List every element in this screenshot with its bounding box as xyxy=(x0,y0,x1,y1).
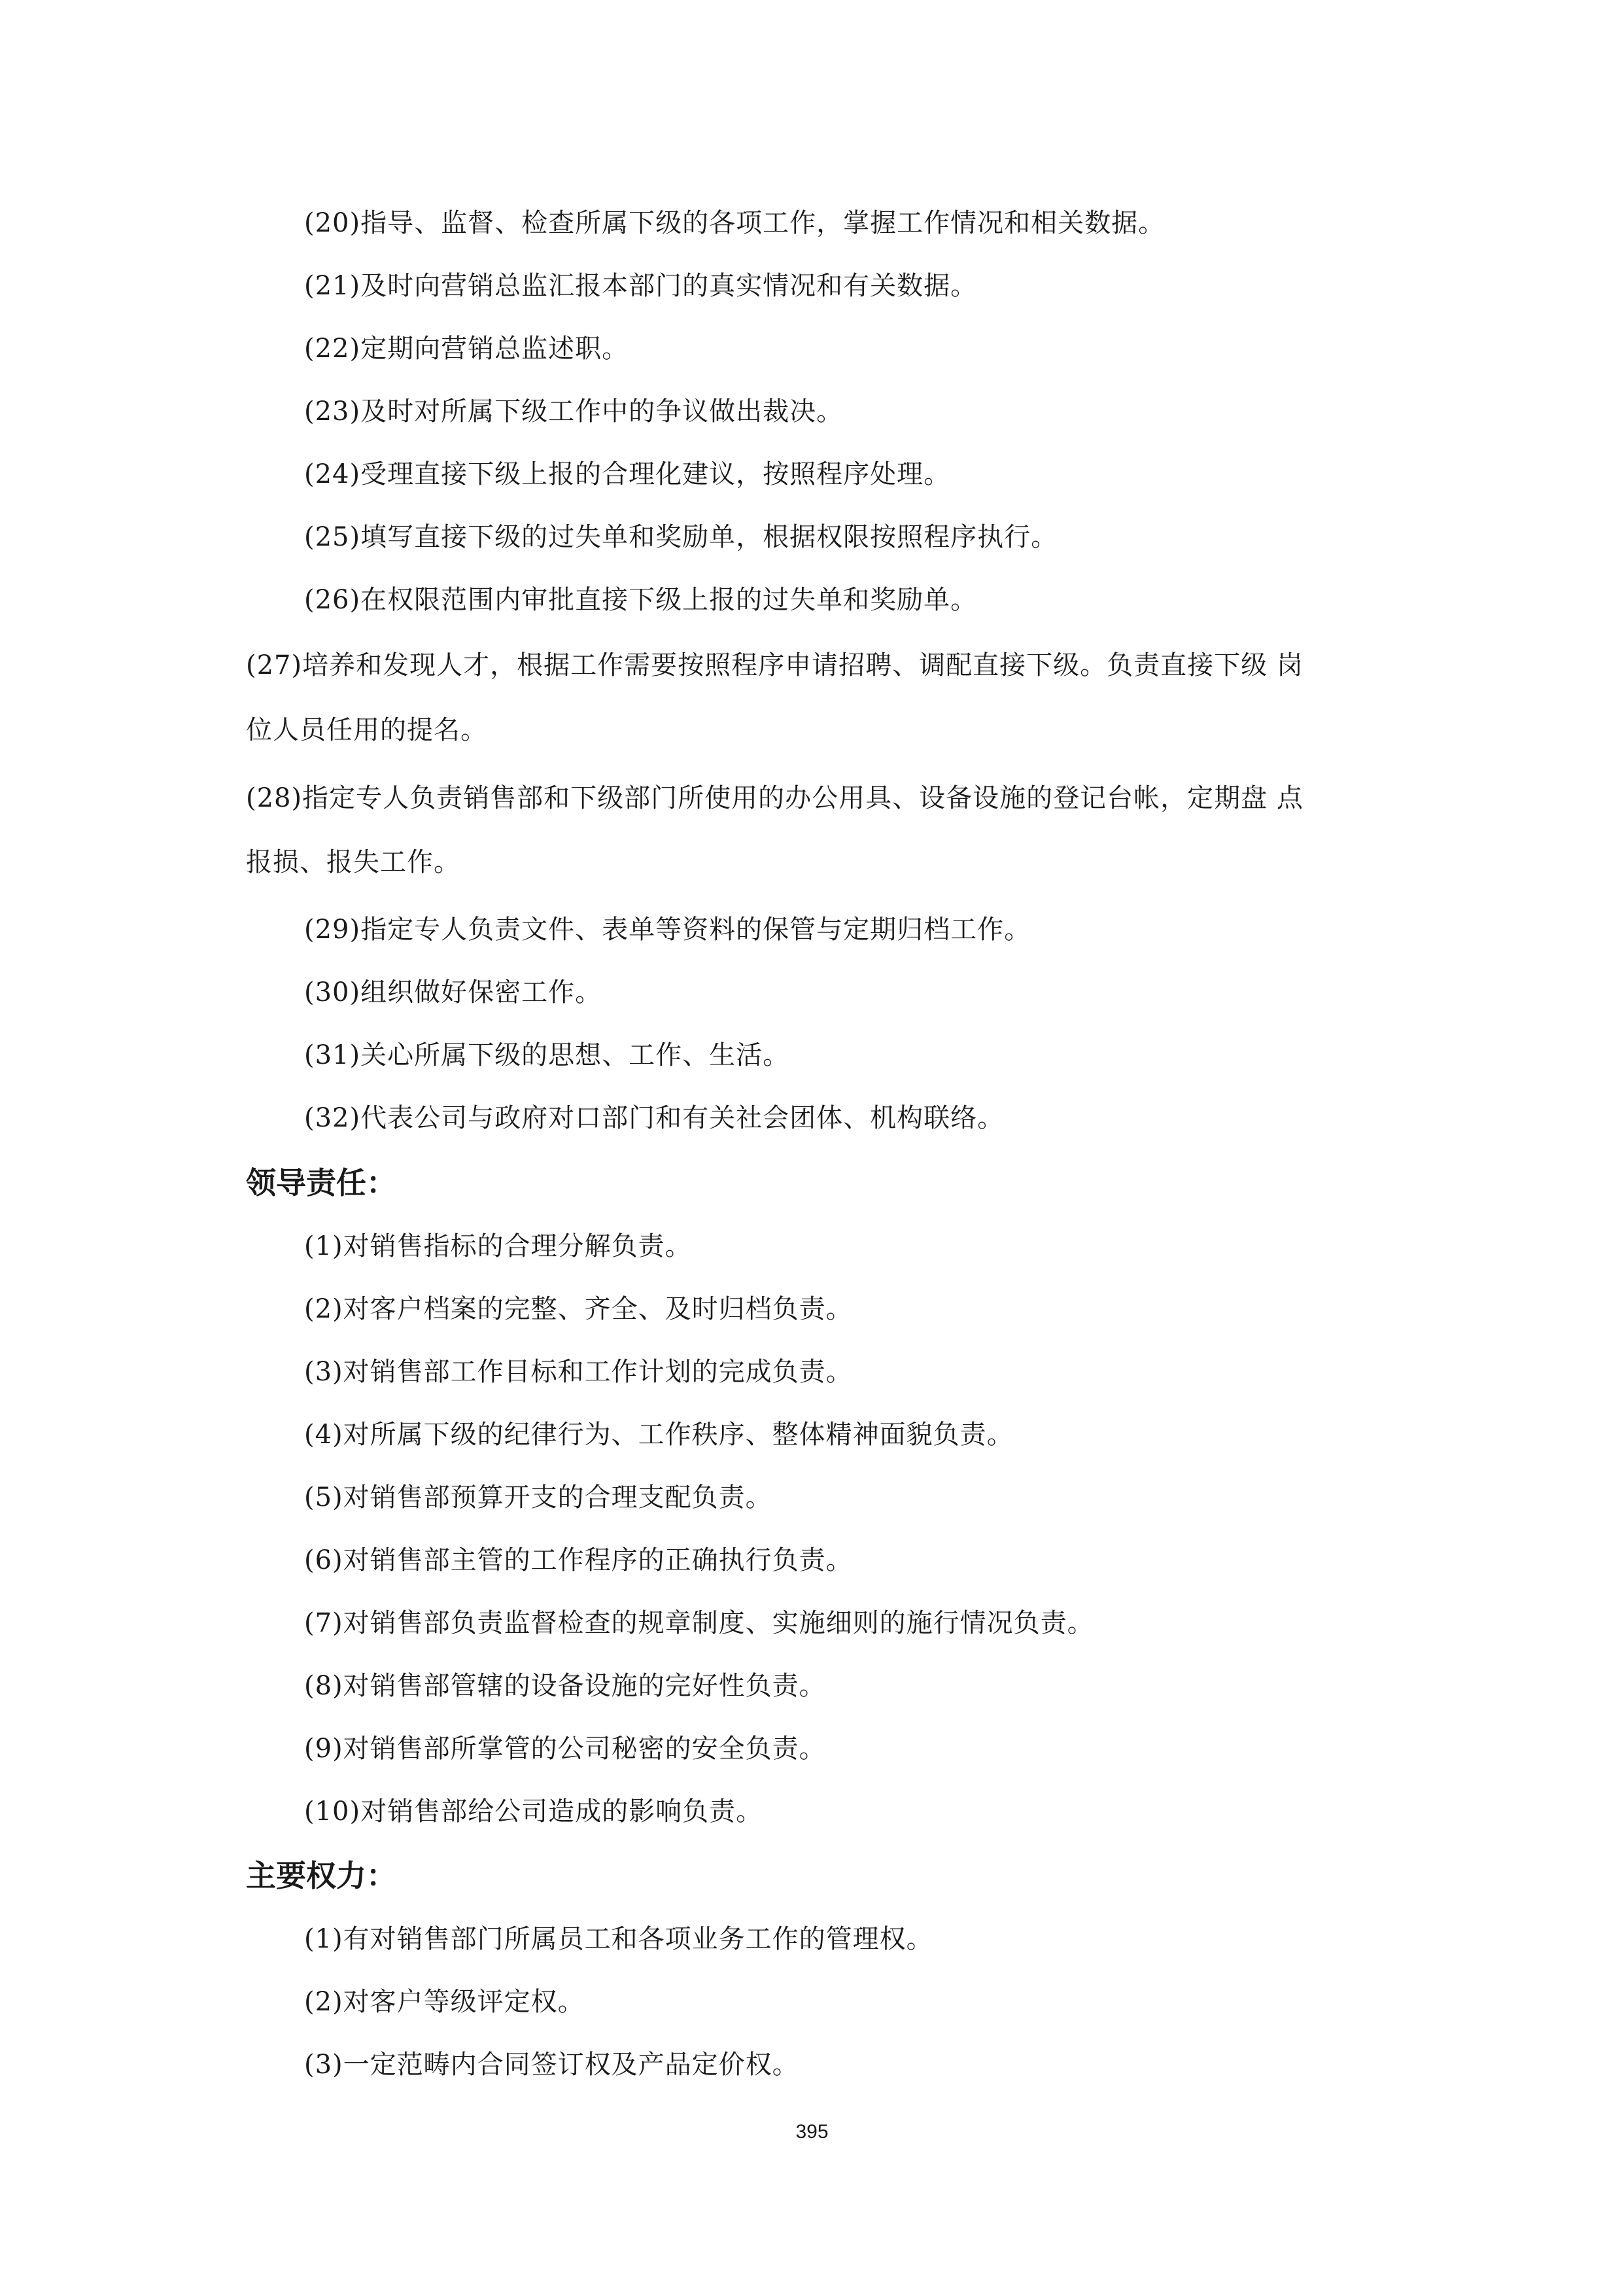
leadership-item-8: (8)对销售部管辖的设备设施的完好性负责。 xyxy=(304,1671,826,1701)
duty-item-20: (20)指导、监督、检查所属下级的各项工作，掌握工作情况和相关数据。 xyxy=(304,208,1166,238)
power-item-1: (1)有对销售部门所属员工和各项业务工作的管理权。 xyxy=(304,1924,933,1954)
duty-item-22: (22)定期向营销总监述职。 xyxy=(304,334,629,364)
duty-item-29: (29)指定专人负责文件、表单等资料的保管与定期归档工作。 xyxy=(304,915,1031,945)
section-heading-powers: 主要权力： xyxy=(246,1858,396,1893)
duty-item-32: (32)代表公司与政府对口部门和有关社会团体、机构联络。 xyxy=(304,1103,1005,1133)
section-heading-leadership: 领导责任： xyxy=(246,1165,396,1200)
duty-item-31: (31)关心所属下级的思想、工作、生活。 xyxy=(304,1040,790,1070)
duty-item-24: (24)受理直接下级上报的合理化建议，按照程序处理。 xyxy=(304,459,951,489)
leadership-item-9: (9)对销售部所掌管的公司秘密的安全负责。 xyxy=(304,1734,826,1764)
leadership-item-3: (3)对销售部工作目标和工作计划的完成负责。 xyxy=(304,1357,853,1387)
leadership-item-7: (7)对销售部负责监督检查的规章制度、实施细则的施行情况负责。 xyxy=(304,1608,1094,1638)
duty-item-30: (30)组织做好保密工作。 xyxy=(304,977,602,1007)
leadership-item-1: (1)对销售指标的合理分解负责。 xyxy=(304,1231,692,1261)
duty-item-28-line1: (28)指定专人负责销售部和下级部门所使用的办公用具、设备设施的登记台帐，定期盘 点 xyxy=(246,783,1304,813)
leadership-item-5: (5)对销售部预算开支的合理支配负责。 xyxy=(304,1482,772,1513)
page-number: 395 xyxy=(795,2121,829,2143)
duty-item-27-line1: (27)培养和发现人才，根据工作需要按照程序申请招聘、调配直接下级。负责直接下级 岗 xyxy=(246,650,1304,680)
leadership-item-6: (6)对销售部主管的工作程序的正确执行负责。 xyxy=(304,1545,853,1575)
duty-item-23: (23)及时对所属下级工作中的争议做出裁决。 xyxy=(304,396,844,427)
leadership-item-10: (10)对销售部给公司造成的影响负责。 xyxy=(304,1796,763,1827)
duty-item-26: (26)在权限范围内审批直接下级上报的过失单和奖励单。 xyxy=(304,585,978,615)
duty-item-21: (21)及时向营销总监汇报本部门的真实情况和有关数据。 xyxy=(304,271,978,301)
power-item-2: (2)对客户等级评定权。 xyxy=(304,1987,585,2017)
leadership-item-2: (2)对客户档案的完整、齐全、及时归档负责。 xyxy=(304,1294,853,1324)
leadership-item-4: (4)对所属下级的纪律行为、工作秩序、整体精神面貌负责。 xyxy=(304,1420,1014,1450)
duty-item-25: (25)填写直接下级的过失单和奖励单，根据权限按照程序执行。 xyxy=(304,522,1058,552)
power-item-3: (3)一定范畴内合同签订权及产品定价权。 xyxy=(304,2050,799,2080)
duty-item-27-line2: 位人员任用的提名。 xyxy=(246,715,487,745)
duty-item-28-line2: 报损、报失工作。 xyxy=(246,847,460,877)
